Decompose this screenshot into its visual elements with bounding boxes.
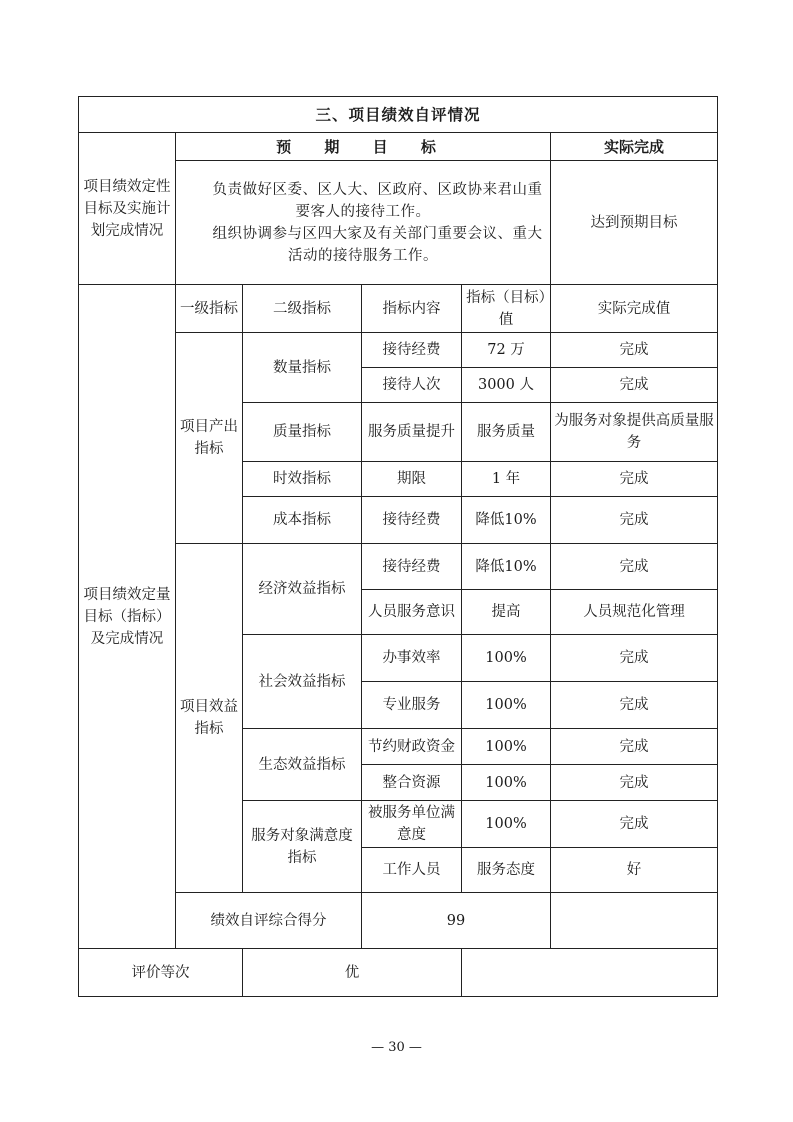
eco-benefit-label: 生态效益指标 <box>243 729 362 801</box>
benefit-indicator-label: 项目效益指标 <box>176 544 243 893</box>
level1-header: 一级指标 <box>176 285 243 333</box>
indicator-content: 节约财政资金 <box>362 729 462 765</box>
indicator-content: 接待人次 <box>362 368 462 403</box>
indicator-actual: 好 <box>551 848 718 893</box>
actual-completion-header: 实际完成 <box>551 133 718 161</box>
score-label: 绩效自评综合得分 <box>176 893 362 949</box>
indicator-actual: 完成 <box>551 544 718 590</box>
section-title-row <box>79 97 718 133</box>
qualitative-row-label: 项目绩效定性目标及实施计划完成情况 <box>79 133 176 285</box>
timeliness-indicator-label: 时效指标 <box>243 462 362 497</box>
actual-completion-text: 达到预期目标 <box>551 161 718 285</box>
indicator-actual: 完成 <box>551 682 718 729</box>
satisfaction-label: 服务对象满意度指标 <box>243 801 362 893</box>
indicator-actual: 完成 <box>551 368 718 403</box>
indicator-target: 提高 <box>462 590 551 635</box>
indicator-content: 接待经费 <box>362 497 462 544</box>
indicator-content: 整合资源 <box>362 765 462 801</box>
indicator-actual: 完成 <box>551 635 718 682</box>
indicator-content: 被服务单位满意度 <box>362 801 462 848</box>
indicator-actual: 完成 <box>551 729 718 765</box>
performance-table <box>78 96 718 997</box>
content-header: 指标内容 <box>362 285 462 333</box>
indicator-target: 100% <box>462 765 551 801</box>
expected-goal-paragraph-1: 负责做好区委、区人大、区政府、区政协来君山重要客人的接待工作。 <box>212 181 543 220</box>
indicator-content: 接待经费 <box>362 544 462 590</box>
indicator-content: 期限 <box>362 462 462 497</box>
economic-benefit-label: 经济效益指标 <box>243 544 362 635</box>
indicator-actual: 完成 <box>551 801 718 848</box>
actual-value-header: 实际完成值 <box>551 285 718 333</box>
score-blank <box>551 893 718 949</box>
indicator-target: 降低10% <box>462 497 551 544</box>
indicator-content: 接待经费 <box>362 333 462 368</box>
section-title: 三、项目绩效自评情况 <box>79 97 718 133</box>
indicator-content: 工作人员 <box>362 848 462 893</box>
indicator-target: 100% <box>462 801 551 848</box>
quantitative-row-label: 项目绩效定量目标（指标）及完成情况 <box>79 285 176 949</box>
cost-indicator-label: 成本指标 <box>243 497 362 544</box>
indicator-target: 3000 人 <box>462 368 551 403</box>
grade-value: 优 <box>243 949 462 997</box>
social-benefit-label: 社会效益指标 <box>243 635 362 729</box>
indicator-target: 100% <box>462 729 551 765</box>
indicator-actual: 人员规范化管理 <box>551 590 718 635</box>
quality-indicator-label: 质量指标 <box>243 403 362 462</box>
indicator-actual: 完成 <box>551 765 718 801</box>
indicator-actual: 完成 <box>551 462 718 497</box>
output-indicator-label: 项目产出指标 <box>176 333 243 544</box>
target-header: 指标（目标）值 <box>462 285 551 333</box>
indicator-target: 100% <box>462 682 551 729</box>
grade-blank <box>462 949 718 997</box>
indicator-target: 服务质量 <box>462 403 551 462</box>
indicator-target: 72 万 <box>462 333 551 368</box>
expected-goal-paragraph-2: 组织协调参与区四大家及有关部门重要会议、重大活动的接待服务工作。 <box>212 225 543 264</box>
indicator-content: 人员服务意识 <box>362 590 462 635</box>
score-value: 99 <box>362 893 551 949</box>
indicator-content: 专业服务 <box>362 682 462 729</box>
indicator-target: 1 年 <box>462 462 551 497</box>
grade-label: 评价等次 <box>79 949 243 997</box>
indicator-header-row <box>79 285 718 333</box>
indicator-target: 服务态度 <box>462 848 551 893</box>
quantity-indicator-label: 数量指标 <box>243 333 362 403</box>
indicator-actual: 完成 <box>551 333 718 368</box>
grade-row <box>79 949 718 997</box>
expected-goal-header: 预 期 目 标 <box>176 133 551 161</box>
page-number: — 30 — <box>371 1040 422 1055</box>
indicator-content: 办事效率 <box>362 635 462 682</box>
expected-goal-text <box>176 161 551 285</box>
indicator-target: 100% <box>462 635 551 682</box>
indicator-actual: 完成 <box>551 497 718 544</box>
indicator-actual: 为服务对象提供高质量服务 <box>551 403 718 462</box>
level2-header: 二级指标 <box>243 285 362 333</box>
indicator-target: 降低10% <box>462 544 551 590</box>
qualitative-header-row <box>79 133 718 161</box>
indicator-content: 服务质量提升 <box>362 403 462 462</box>
